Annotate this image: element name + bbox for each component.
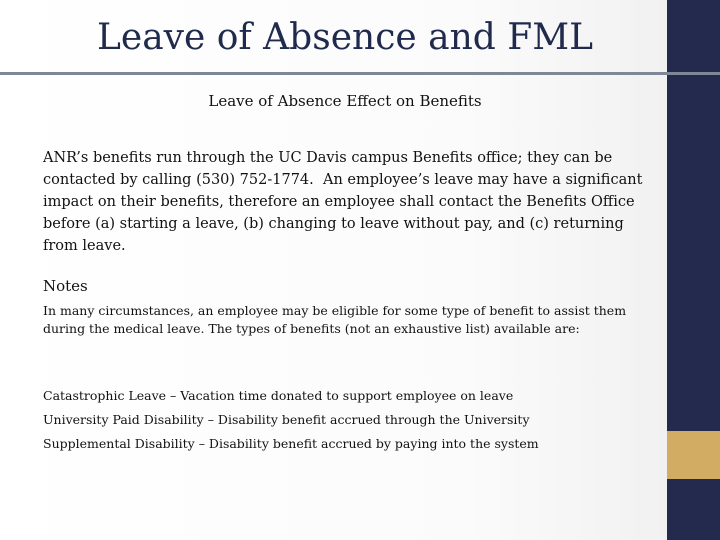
title-divider xyxy=(0,72,720,75)
notes-paragraph: In many circumstances, an employee may be eligible for some type of benefit to assist them during the medical leave. The types of benefits (not an exhaustive list) available are: xyxy=(43,303,627,336)
paragraph-rest: An employee’s leave may have a significant impact on their benefits, therefore an employee shall contact the Benefits Office before (a) starting a leave, (b) changing to leave without pay, and (c) returning from leave. xyxy=(43,172,648,254)
benefits-office-paragraph xyxy=(43,147,648,257)
benefit-types-list xyxy=(43,384,653,456)
list-item-university-paid-disability: University Paid Disability – Disability benefit accrued through the University xyxy=(43,412,530,427)
notes-heading: Notes xyxy=(43,277,88,295)
paragraph-intro: ANR’s benefits run through the UC Davis campus Benefits office; they can be contacted by calling xyxy=(43,150,613,188)
benefits-phone-number: (530) 752-1774. xyxy=(196,172,314,188)
gold-accent-block xyxy=(667,431,720,479)
list-item-catastrophic-leave: Catastrophic Leave – Vacation time donated to support employee on leave xyxy=(43,388,514,403)
slide-title: Leave of Absence and FML xyxy=(96,17,593,58)
list-item-supplemental-disability: Supplemental Disability – Disability benefit accrued by paying into the system xyxy=(43,436,539,451)
slide-subtitle: Leave of Absence Effect on Benefits xyxy=(208,92,482,110)
